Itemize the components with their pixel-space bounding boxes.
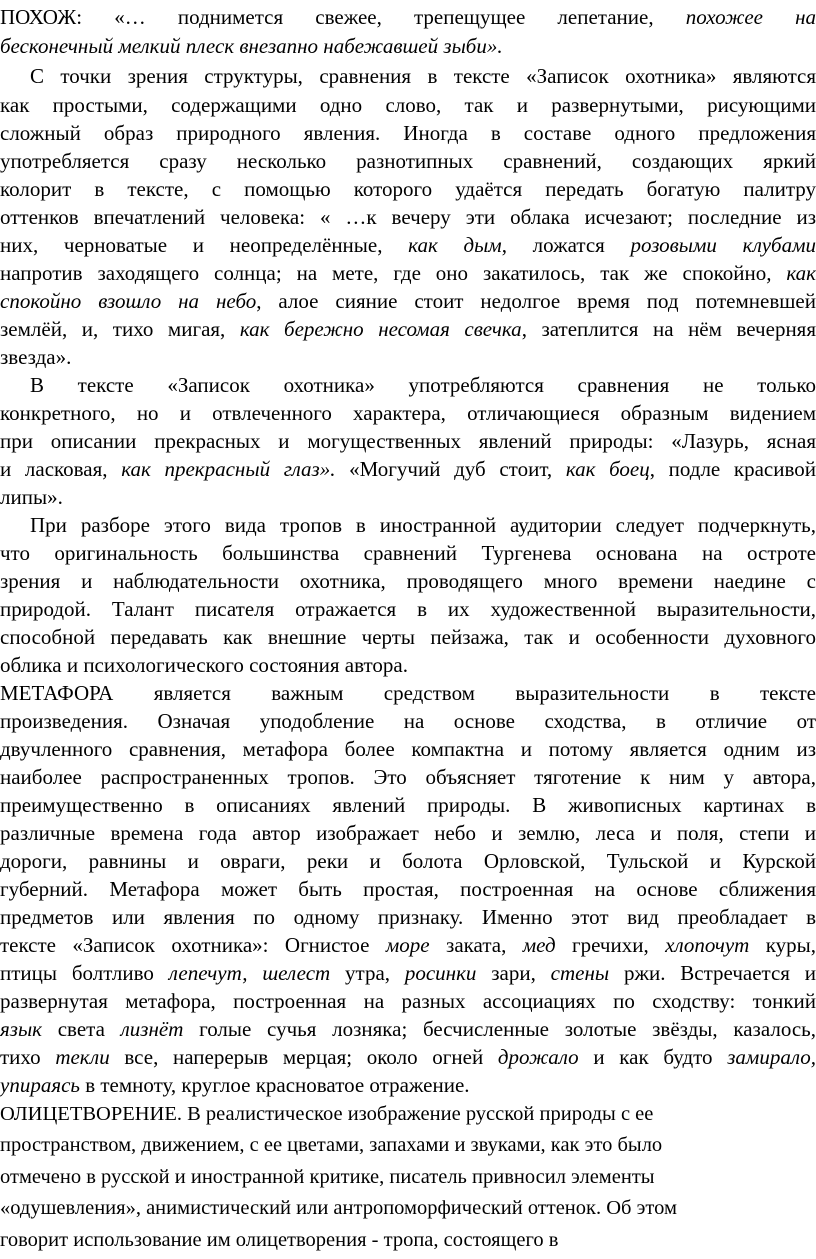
text-line <box>0 1042 816 1072</box>
text-line <box>0 454 816 484</box>
italic-text-run: , как <box>766 261 816 285</box>
text-line <box>0 958 816 988</box>
italic-text-run: море <box>385 933 430 957</box>
italic-text-run: похожее на <box>685 5 816 29</box>
text-run: губерний. Метафора может быть простая, построенная на основе сближения <box>0 877 816 901</box>
text-line <box>0 650 408 680</box>
text-line <box>0 314 816 344</box>
italic-text-run: как прекрасный глаз». <box>121 457 336 481</box>
text-run: утра, <box>330 961 405 985</box>
italic-text-run: язык <box>0 1017 42 1041</box>
text-run: «Могучий дуб стоит, <box>335 457 566 481</box>
text-run: двучленного сравнения, метафора более компактна и потому является одним из <box>0 737 816 761</box>
text-line <box>0 202 816 232</box>
text-line <box>0 31 503 61</box>
text-run: предметов или явления по одному признаку. Именно этот вид преобладает в <box>0 905 816 929</box>
text-run: все, наперерыв мерцая; около огней <box>109 1045 498 1069</box>
text-line <box>0 818 816 848</box>
text-run: тихо <box>0 1045 56 1069</box>
text-line <box>0 342 71 372</box>
text-run: куры, <box>749 933 816 957</box>
text-run: оттенков впечатлений человека: « …к вечеру эти облака исчезают; последние из <box>0 205 816 229</box>
text-line <box>0 426 816 456</box>
text-run: при описании прекрасных и могущественных явлений природы: «Лазурь, ясная <box>0 429 816 453</box>
text-run: что оригинальность большинства сравнений Тургенева основана на остроте <box>0 541 816 565</box>
text-line <box>0 1225 558 1255</box>
text-run: и ласковая, <box>0 457 122 481</box>
italic-text-run: розовыми клубами <box>630 233 816 257</box>
text-line <box>0 258 816 288</box>
text-run: звезда». <box>0 345 72 369</box>
text-run: тексте «Записок охотника»: Огнистое <box>0 933 386 957</box>
text-run: развернутая метафора, построенная на разных ассоциациях по сходству: тонкий <box>0 989 816 1013</box>
italic-text-run: спокойно взошло на небо <box>0 289 257 313</box>
text-run: способной передавать как внешние черты пейзажа, так и особенности духовного <box>0 625 816 649</box>
text-line <box>0 594 816 624</box>
text-line <box>0 146 816 176</box>
text-run: заката, <box>429 933 523 957</box>
text-run: зрения и наблюдательности охотника, проводящего много времени наедине с <box>0 569 816 593</box>
text-line <box>0 566 816 596</box>
text-run: различные времена года автор изображает небо и землю, леса и поля, степи и <box>0 821 816 845</box>
text-run: произведения. Означая уподобление на основе сходства, в отличие от <box>0 709 816 733</box>
text-line <box>0 230 816 260</box>
text-line <box>0 90 816 120</box>
italic-text-run: текли <box>55 1045 110 1069</box>
text-run: употребляется сразу несколько разнотипных сравнений, создающих яркий <box>0 149 816 173</box>
italic-text-run: лизнёт <box>120 1017 184 1041</box>
text-line <box>0 986 816 1016</box>
text-run: них, черноватые и неопределённые, <box>0 233 409 257</box>
paragraph-start-line <box>30 61 816 91</box>
text-run: ОЛИЦЕТВОРЕНИЕ. В реалистическое изображение русской природы с ее <box>0 1103 654 1125</box>
text-line <box>0 286 816 316</box>
text-run: колорит в тексте, с помощью которого удаётся передать богатую палитру <box>0 177 816 201</box>
text-line <box>0 2 816 32</box>
text-run: зари, <box>476 961 551 985</box>
text-run: МЕТАФОРА является важным средством выразительности в тексте <box>0 681 816 705</box>
italic-text-run: росинки <box>404 961 477 985</box>
text-line <box>0 1193 677 1223</box>
italic-text-run: замирало, <box>727 1045 816 1069</box>
text-run: и как будто <box>578 1045 728 1069</box>
text-run: сложный образ природного явления. Иногда в составе одного предложения <box>0 121 816 145</box>
text-line <box>0 118 816 148</box>
text-line <box>0 846 816 876</box>
text-line <box>0 762 816 792</box>
text-line <box>0 398 816 428</box>
text-run: ржи. Встречается и <box>609 961 816 985</box>
italic-text-run: хлопочут <box>665 933 750 957</box>
text-line <box>0 902 816 932</box>
text-run: отмечено в русской и иностранной критике, писатель привносил элементы <box>0 1166 655 1188</box>
text-run: гречихи, <box>555 933 666 957</box>
text-run: , ложатся <box>501 233 631 257</box>
text-run: конкретного, но и отвлеченного характера, отличающиеся образным видением <box>0 401 816 425</box>
italic-text-run: как боец <box>565 457 650 481</box>
section-heading-line <box>0 678 816 708</box>
text-run: землёй, и, тихо мигая, <box>0 317 240 341</box>
text-run: птицы болтливо <box>0 961 169 985</box>
italic-text-run: стены <box>550 961 610 985</box>
italic-text-run: как дым <box>408 233 502 257</box>
italic-text-run: бесконечный мелкий плеск внезапно набежавшей зыби». <box>0 34 503 58</box>
text-run: ПОХОЖ: «… поднимется свежее, трепещущее лепетание, <box>0 5 686 29</box>
italic-text-run: мед <box>522 933 556 957</box>
text-run: преимущественно в описаниях явлений природы. В живописных картинах в <box>0 793 816 817</box>
italic-text-run: упираясь <box>0 1073 80 1097</box>
italic-text-run: дрожало <box>497 1045 579 1069</box>
text-line <box>0 930 816 960</box>
text-line <box>0 874 816 904</box>
text-run: В тексте «Записок охотника» употребляются сравнения не только <box>30 373 816 397</box>
text-run: пространством, движением, с ее цветами, запахами и звуками, как это было <box>0 1134 663 1156</box>
text-line <box>0 1130 662 1160</box>
text-run: , алое сияние стоит недолгое время под потемневшей <box>256 289 816 313</box>
paragraph-start-line <box>30 370 816 400</box>
text-line <box>0 174 816 204</box>
text-line <box>0 1014 816 1044</box>
text-run: , подле красивой <box>649 457 816 481</box>
text-run: напротив заходящего солнца; на мете, где оно закатилось, так же спокойно <box>0 261 767 285</box>
paragraph-start-line <box>30 510 816 540</box>
text-run: света <box>42 1017 121 1041</box>
text-run: С точки зрения структуры, сравнения в тексте «Записок охотника» являются <box>30 64 816 88</box>
text-line <box>0 706 816 736</box>
text-run: «одушевления», анимистический или антропоморфический оттенок. Об этом <box>0 1197 677 1219</box>
text-run: , затеплится на нём вечерняя <box>521 317 816 341</box>
text-line <box>0 482 63 512</box>
text-run: облика и психологического состояния автора. <box>0 653 408 677</box>
text-line <box>0 538 816 568</box>
section-heading-line <box>0 1099 653 1129</box>
italic-text-run: как бережно несомая свечка <box>239 317 522 341</box>
text-line <box>0 734 816 764</box>
text-run: природой. Талант писателя отражается в их художественной выразительности, <box>0 597 816 621</box>
text-run: как простыми, содержащими одно слово, так и развернутыми, рисующими <box>0 93 816 117</box>
text-run: липы». <box>0 485 63 509</box>
text-run: При разборе этого вида тропов в иностранной аудитории следует подчеркнуть, <box>30 513 816 537</box>
text-line <box>0 1070 470 1100</box>
text-run: говорит использование им олицетворения - тропа, состоящего в <box>0 1229 559 1251</box>
text-run: наиболее распространенных тропов. Это объясняет тяготение к ним у автора, <box>0 765 816 789</box>
text-line <box>0 622 816 652</box>
text-run: в темноту, круглое красноватое отражение. <box>79 1073 470 1097</box>
text-run: дороги, равнины и овраги, реки и болота Орловской, Тульской и Курской <box>0 849 816 873</box>
text-line <box>0 1162 655 1192</box>
text-line <box>0 790 816 820</box>
text-run: голые сучья лозняка; бесчисленные золотые звёзды, казалось, <box>183 1017 816 1041</box>
italic-text-run: лепечут, шелест <box>168 961 331 985</box>
